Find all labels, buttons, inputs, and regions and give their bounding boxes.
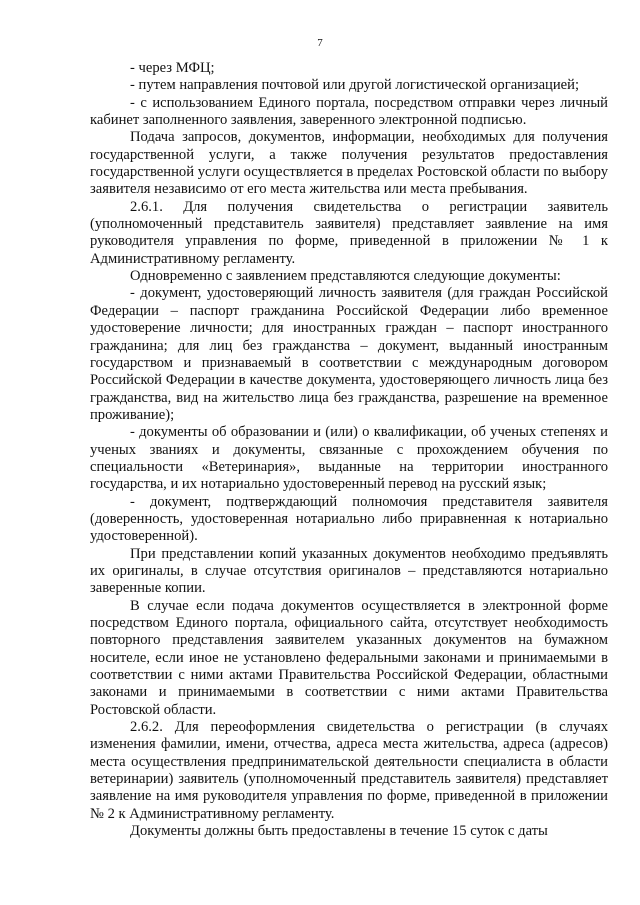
paragraph: Документы должны быть предоставлены в течение 15 суток с даты xyxy=(130,823,548,840)
paragraph: 2.6.1. Для получения свидетельства о регистрации заявитель (уполномоченный представитель заявителя) представляет заявление на имя руководителя управления по форме, приведенной в приложении № 1 к Административному регламенту. xyxy=(90,198,608,267)
paragraph: - с использованием Единого портала, посредством отправки через личный кабинет заполненного заявления, заверенного электронной подписью. xyxy=(90,94,608,129)
paragraph: Одновременно с заявлением представляются следующие документы: xyxy=(130,268,561,285)
paragraph: - путем направления почтовой или другой логистической организацией; xyxy=(130,77,580,94)
paragraph: - документы об образовании и (или) о квалификации, об ученых степенях и ученых званиях и документы, связанные с прохождением обучения по специальности «Ветеринария», выданные на территории иностранного государства, и их нотариально удостоверенный перевод на русский язык; xyxy=(90,424,608,493)
paragraph: - через МФЦ; xyxy=(130,60,215,76)
paragraph: При представлении копий указанных документов необходимо предъявлять их оригиналы, в случае отсутствия оригиналов – представляются нотариально заверенные копии. xyxy=(90,545,608,597)
paragraph: 2.6.2. Для переоформления свидетельства о регистрации (в случаях изменения фамилии, имени, отчества, адреса места жительства, адреса (адресов) места осуществления предпринимательской деятельности специалиста в области ветеринарии) заявитель (уполномоченный представитель заявителя) представляет заявление на имя руководителя управления по форме, приведенной в приложении № 2 к Административному регламенту. xyxy=(90,719,608,822)
document-body xyxy=(90,60,608,840)
page-number: 7 xyxy=(317,37,323,49)
paragraph: - документ, подтверждающий полномочия представителя заявителя (доверенность, удостоверенная нотариально либо приравненная к нотариально удостоверенной). xyxy=(90,493,608,545)
paragraph: Подача запросов, документов, информации, необходимых для получения государственной услуги, а также получения результатов предоставления государственной услуги осуществляется в пределах Ростовской области по выбору заявителя независимо от его места жительства или места пребывания. xyxy=(90,129,608,198)
paragraph: В случае если подача документов осуществляется в электронной форме посредством Единого портала, официального сайта, отсутствует необходимость повторного представления заявителем указанных документов на бумажном носителе, если иное не установлено федеральными законами и принимаемыми в соответствии с ними актами Правительства Российской Федерации, областными законами и принимаемыми в соответствии с ними актами Правительства Ростовской области. xyxy=(90,597,608,718)
paragraph: - документ, удостоверяющий личность заявителя (для граждан Российской Федерации – паспорт гражданина Российской Федерации либо временное удостоверение личности; для иностранных граждан – паспорт иностранного гражданина; для лиц без гражданства – документ, выданный иностранным государством и признаваемый в соответствии с международным договором Российской Федерации в качестве документа, удостоверяющего личность лица без гражданства, вид на жительство лица без гражданства, разрешение на временное проживание); xyxy=(90,285,608,423)
